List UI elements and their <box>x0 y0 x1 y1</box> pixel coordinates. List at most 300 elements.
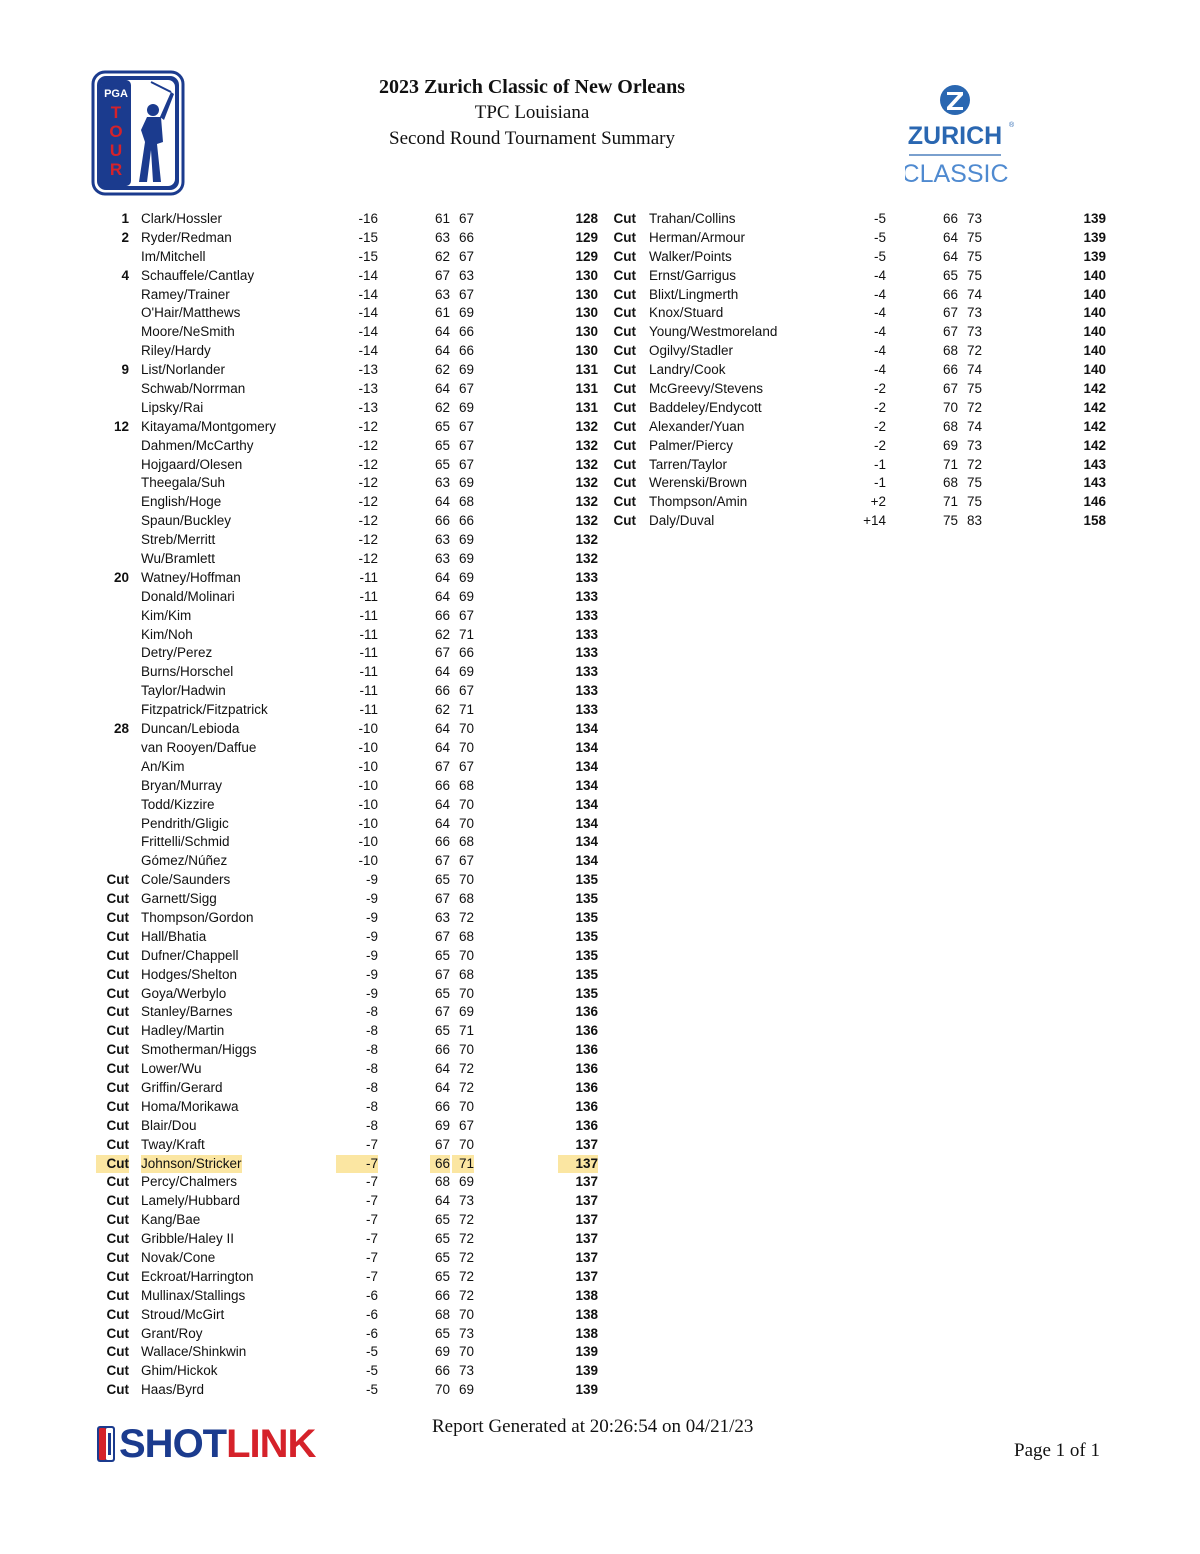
round2-score-cell: 68 <box>458 928 474 944</box>
round1-score-cell: 65 <box>434 947 450 963</box>
round1-score-cell: 67 <box>434 928 450 944</box>
position-cell: Cut <box>106 1268 129 1284</box>
round1-score-cell: 64 <box>434 324 450 340</box>
team-name-cell: Knox/Stuard <box>649 305 724 321</box>
to-par-cell: -10 <box>358 853 378 869</box>
round1-score-cell: 65 <box>434 1231 450 1247</box>
team-name-cell: Palmer/Piercy <box>649 437 734 453</box>
to-par-cell: -9 <box>365 928 378 944</box>
team-name-cell: Cole/Saunders <box>141 872 231 888</box>
leaderboard-row <box>604 210 1116 229</box>
leaderboard-row <box>96 928 608 947</box>
total-score-cell: 136 <box>575 1079 598 1095</box>
round2-score-cell: 70 <box>458 1344 474 1360</box>
total-score-cell: 133 <box>575 683 598 699</box>
round2-score-cell: 69 <box>458 1382 474 1398</box>
round1-score-cell: 64 <box>434 721 450 737</box>
to-par-cell: -10 <box>358 796 378 812</box>
round2-score-cell: 73 <box>458 1325 474 1341</box>
position-cell: Cut <box>106 872 129 888</box>
round1-score-cell: 64 <box>434 381 450 397</box>
total-score-cell: 139 <box>575 1363 598 1379</box>
total-score-cell: 139 <box>1083 211 1106 226</box>
leaderboard-row <box>96 1325 608 1344</box>
venue-name: TPC Louisiana <box>474 102 590 123</box>
to-par-cell: -7 <box>365 1231 378 1247</box>
round1-score-cell: 67 <box>434 1136 450 1152</box>
round2-score-cell: 67 <box>458 248 474 264</box>
round1-score-cell: 64 <box>942 229 958 245</box>
position-cell: Cut <box>106 1325 129 1341</box>
round2-score-cell: 75 <box>966 267 982 283</box>
to-par-cell: -1 <box>873 475 886 491</box>
team-name-cell: An/Kim <box>141 758 185 774</box>
to-par-cell: -5 <box>873 211 886 226</box>
leaderboard-row <box>96 947 608 966</box>
round1-score-cell: 64 <box>434 664 450 680</box>
leaderboard-row <box>96 833 608 852</box>
round1-score-cell: 66 <box>942 211 958 226</box>
position-cell: Cut <box>613 305 636 321</box>
round1-score-cell: 64 <box>434 796 450 812</box>
total-score-cell: 137 <box>575 1268 598 1284</box>
leaderboard-row <box>604 380 1116 399</box>
total-score-cell: 135 <box>575 947 598 963</box>
to-par-cell: -7 <box>365 1136 378 1152</box>
leaderboard-row <box>96 323 608 342</box>
leaderboard-row <box>96 210 608 229</box>
to-par-cell: -12 <box>358 418 378 434</box>
team-name-cell: Ghim/Hickok <box>141 1363 218 1379</box>
leaderboard-row <box>604 493 1116 512</box>
total-score-cell: 136 <box>575 1004 598 1020</box>
to-par-cell: -11 <box>359 683 378 699</box>
total-score-cell: 137 <box>575 1174 598 1190</box>
team-name-cell: Garnett/Sigg <box>141 891 217 907</box>
zurich-logo-text-2: CLASSIC <box>905 160 1009 188</box>
leaderboard-row <box>96 474 608 493</box>
position-cell: Cut <box>106 891 129 907</box>
total-score-cell: 137 <box>575 1231 598 1247</box>
leaderboard-row <box>604 267 1116 286</box>
round2-score-cell: 68 <box>458 966 474 982</box>
total-score-cell: 137 <box>575 1212 598 1228</box>
to-par-cell: -5 <box>365 1363 378 1379</box>
round1-score-cell: 70 <box>434 1382 450 1398</box>
total-score-cell: 134 <box>575 853 598 869</box>
round2-score-cell: 69 <box>458 569 474 585</box>
total-score-cell: 131 <box>575 399 598 415</box>
round2-score-cell: 73 <box>966 324 982 340</box>
round2-score-cell: 71 <box>452 1155 474 1174</box>
leaderboard-row <box>96 512 608 531</box>
team-name-cell: Donald/Molinari <box>141 588 235 604</box>
to-par-cell: +14 <box>863 513 886 529</box>
to-par-cell: -12 <box>358 437 378 453</box>
round2-score-cell: 71 <box>458 1023 474 1039</box>
round1-score-cell: 65 <box>434 456 450 472</box>
position-cell: Cut <box>106 1174 129 1190</box>
round2-score-cell: 71 <box>458 702 474 718</box>
to-par-cell: -11 <box>359 664 378 680</box>
round2-score-cell: 74 <box>966 362 982 378</box>
round1-score-cell: 64 <box>942 248 958 264</box>
team-name-cell: Ernst/Garrigus <box>649 267 737 283</box>
total-score-cell: 133 <box>575 664 598 680</box>
total-score-cell: 140 <box>1083 324 1106 340</box>
round1-score-cell: 66 <box>434 834 450 850</box>
leaderboard-row <box>604 418 1116 437</box>
team-name-cell: Tarren/Taylor <box>649 456 728 472</box>
round1-score-cell: 71 <box>942 456 958 472</box>
svg-text:®: ® <box>1009 122 1015 129</box>
shotlink-logo <box>96 1422 315 1466</box>
leaderboard-row <box>96 1268 608 1287</box>
round2-score-cell: 67 <box>458 437 474 453</box>
round1-score-cell: 63 <box>434 532 450 548</box>
round2-score-cell: 67 <box>458 211 474 226</box>
total-score-cell: 136 <box>575 1117 598 1133</box>
round2-score-cell: 72 <box>458 1079 474 1095</box>
round1-score-cell: 63 <box>434 551 450 567</box>
total-score-cell: 136 <box>575 1061 598 1077</box>
to-par-cell: -9 <box>365 966 378 982</box>
total-score-cell: 140 <box>1083 286 1106 302</box>
round1-score-cell: 67 <box>434 966 450 982</box>
total-score-cell: 133 <box>575 626 598 642</box>
report-subtitle: Second Round Tournament Summary <box>389 128 675 149</box>
to-par-cell: -14 <box>358 343 378 359</box>
leaderboard-row <box>96 1060 608 1079</box>
round1-score-cell: 68 <box>434 1174 450 1190</box>
to-par-cell: -14 <box>358 267 378 283</box>
round2-score-cell: 69 <box>458 664 474 680</box>
position-cell: Cut <box>106 947 129 963</box>
to-par-cell: -5 <box>873 248 886 264</box>
leaderboard-row <box>96 531 608 550</box>
round1-score-cell: 64 <box>434 1193 450 1209</box>
total-score-cell: 140 <box>1083 362 1106 378</box>
round2-score-cell: 70 <box>458 796 474 812</box>
to-par-cell: -12 <box>358 551 378 567</box>
to-par-cell: -15 <box>358 229 378 245</box>
to-par-cell: -6 <box>365 1325 378 1341</box>
round1-score-cell: 63 <box>434 229 450 245</box>
to-par-cell: -8 <box>365 1042 378 1058</box>
leaderboard-row <box>96 1173 608 1192</box>
position-cell: Cut <box>106 1042 129 1058</box>
to-par-cell: -7 <box>365 1212 378 1228</box>
leaderboard-row <box>604 342 1116 361</box>
to-par-cell: -12 <box>358 532 378 548</box>
total-score-cell: 139 <box>575 1344 598 1360</box>
team-name-cell: Lower/Wu <box>141 1061 202 1077</box>
round1-score-cell: 62 <box>434 399 450 415</box>
total-score-cell: 137 <box>575 1193 598 1209</box>
position-cell: Cut <box>106 928 129 944</box>
team-name-cell: Ramey/Trainer <box>141 286 230 302</box>
total-score-cell: 139 <box>1083 248 1106 264</box>
leaderboard-row <box>96 852 608 871</box>
round2-score-cell: 69 <box>458 305 474 321</box>
team-name-cell: Ogilvy/Stadler <box>649 343 734 359</box>
round1-score-cell: 68 <box>942 475 958 491</box>
to-par-cell: -5 <box>873 229 886 245</box>
round2-score-cell: 70 <box>458 872 474 888</box>
round2-score-cell: 69 <box>458 475 474 491</box>
position-cell: 20 <box>113 569 129 585</box>
shotlink-text-link: LINK <box>226 1421 316 1466</box>
position-cell: Cut <box>613 229 636 245</box>
to-par-cell: -10 <box>358 815 378 831</box>
to-par-cell: -11 <box>359 702 378 718</box>
total-score-cell: 132 <box>575 456 598 472</box>
position-cell: Cut <box>613 437 636 453</box>
leaderboard-row <box>96 1230 608 1249</box>
total-score-cell: 142 <box>1083 399 1106 415</box>
round1-score-cell: 67 <box>434 891 450 907</box>
round1-score-cell: 67 <box>942 305 958 321</box>
team-name-cell: Thompson/Gordon <box>141 909 254 925</box>
total-score-cell: 139 <box>1083 229 1106 245</box>
position-cell: 1 <box>121 211 129 226</box>
team-name-cell: Duncan/Lebioda <box>141 721 240 737</box>
total-score-cell: 129 <box>575 229 598 245</box>
position-cell: Cut <box>613 248 636 264</box>
team-name-cell: Werenski/Brown <box>649 475 748 491</box>
round2-score-cell: 67 <box>458 758 474 774</box>
total-score-cell: 140 <box>1083 343 1106 359</box>
to-par-cell: -1 <box>873 456 886 472</box>
team-name-cell: McGreevy/Stevens <box>649 381 764 397</box>
svg-text:PGA: PGA <box>104 88 128 100</box>
to-par-cell: -2 <box>873 381 886 397</box>
svg-text:U: U <box>109 141 123 160</box>
total-score-cell: 136 <box>575 1042 598 1058</box>
total-score-cell: 146 <box>1083 494 1106 510</box>
to-par-cell: -7 <box>365 1174 378 1190</box>
leaderboard-row <box>96 1098 608 1117</box>
round1-score-cell: 62 <box>434 626 450 642</box>
to-par-cell: -11 <box>359 645 378 661</box>
round1-score-cell: 66 <box>430 1155 450 1174</box>
total-score-cell: 135 <box>575 891 598 907</box>
position-cell: Cut <box>613 513 636 529</box>
round2-score-cell: 68 <box>458 834 474 850</box>
position-cell: Cut <box>613 456 636 472</box>
to-par-cell: -8 <box>365 1061 378 1077</box>
round2-score-cell: 72 <box>458 1268 474 1284</box>
to-par-cell: -4 <box>873 305 886 321</box>
round1-score-cell: 67 <box>434 758 450 774</box>
leaderboard-row <box>96 739 608 758</box>
team-name-cell: Hall/Bhatia <box>141 928 207 944</box>
round2-score-cell: 75 <box>966 229 982 245</box>
position-cell: Cut <box>106 1287 129 1303</box>
team-name-cell: Gribble/Haley II <box>141 1231 235 1247</box>
team-name-cell: Tway/Kraft <box>141 1136 205 1152</box>
to-par-cell: -10 <box>358 739 378 755</box>
leaderboard-row <box>96 456 608 475</box>
to-par-cell: -8 <box>365 1079 378 1095</box>
round2-score-cell: 67 <box>458 683 474 699</box>
position-cell: 12 <box>113 418 129 434</box>
round2-score-cell: 73 <box>966 437 982 453</box>
leaderboard-row <box>604 361 1116 380</box>
total-score-cell: 131 <box>575 362 598 378</box>
to-par-cell: -11 <box>359 607 378 623</box>
leaderboard-row <box>96 229 608 248</box>
round2-score-cell: 73 <box>458 1363 474 1379</box>
total-score-cell: 129 <box>575 248 598 264</box>
team-name-cell: van Rooyen/Daffue <box>141 739 257 755</box>
round2-score-cell: 67 <box>458 418 474 434</box>
leaderboard-row <box>96 758 608 777</box>
to-par-cell: -14 <box>358 324 378 340</box>
to-par-cell: -4 <box>873 286 886 302</box>
svg-text:R: R <box>109 160 123 179</box>
to-par-cell: -6 <box>365 1287 378 1303</box>
position-cell: Cut <box>613 418 636 434</box>
round2-score-cell: 69 <box>458 551 474 567</box>
round2-score-cell: 70 <box>458 985 474 1001</box>
to-par-cell: -11 <box>359 626 378 642</box>
round1-score-cell: 63 <box>434 909 450 925</box>
total-score-cell: 130 <box>575 324 598 340</box>
to-par-cell: -13 <box>358 399 378 415</box>
round1-score-cell: 66 <box>942 286 958 302</box>
round2-score-cell: 72 <box>458 1249 474 1265</box>
round2-score-cell: 69 <box>458 362 474 378</box>
round1-score-cell: 63 <box>434 286 450 302</box>
round2-score-cell: 72 <box>458 1287 474 1303</box>
round2-score-cell: 69 <box>458 588 474 604</box>
shotlink-text-shot: SHOT <box>119 1421 227 1466</box>
leaderboard-row <box>604 229 1116 248</box>
round2-score-cell: 72 <box>458 1061 474 1077</box>
leaderboard-row <box>96 871 608 890</box>
position-cell: Cut <box>613 286 636 302</box>
leaderboard-row <box>604 474 1116 493</box>
team-name-cell: Hojgaard/Olesen <box>141 456 243 472</box>
round2-score-cell: 75 <box>966 494 982 510</box>
round2-score-cell: 72 <box>458 1212 474 1228</box>
to-par-cell: -10 <box>358 777 378 793</box>
round2-score-cell: 72 <box>458 1231 474 1247</box>
total-score-cell: 138 <box>575 1325 598 1341</box>
leaderboard-row <box>604 286 1116 305</box>
to-par-cell: -7 <box>365 1193 378 1209</box>
to-par-cell: -12 <box>358 494 378 510</box>
total-score-cell: 131 <box>575 381 598 397</box>
total-score-cell: 134 <box>575 796 598 812</box>
team-name-cell: English/Hoge <box>141 494 222 510</box>
leaderboard-row <box>96 361 608 380</box>
round1-score-cell: 66 <box>434 1363 450 1379</box>
total-score-cell: 130 <box>575 286 598 302</box>
to-par-cell: -10 <box>358 758 378 774</box>
to-par-cell: -9 <box>365 909 378 925</box>
position-cell: Cut <box>613 211 636 226</box>
total-score-cell: 140 <box>1083 305 1106 321</box>
total-score-cell: 137 <box>575 1136 598 1152</box>
team-name-cell: Kitayama/Montgomery <box>141 418 277 434</box>
round2-score-cell: 63 <box>458 267 474 283</box>
round2-score-cell: 67 <box>458 1117 474 1133</box>
leaderboard-row <box>96 1155 608 1174</box>
round1-score-cell: 66 <box>434 1287 450 1303</box>
to-par-cell: -4 <box>873 324 886 340</box>
round2-score-cell: 72 <box>966 456 982 472</box>
position-cell: Cut <box>106 1117 129 1133</box>
team-name-cell: Spaun/Buckley <box>141 513 232 529</box>
round1-score-cell: 69 <box>434 1117 450 1133</box>
team-name-cell: Detry/Perez <box>141 645 213 661</box>
leaderboard-row <box>96 1211 608 1230</box>
round1-score-cell: 63 <box>434 475 450 491</box>
team-name-cell: Herman/Armour <box>649 229 746 245</box>
round1-score-cell: 66 <box>434 1098 450 1114</box>
position-cell: Cut <box>106 966 129 982</box>
leaderboard-row <box>96 1192 608 1211</box>
team-name-cell: Schauffele/Cantlay <box>141 267 255 283</box>
team-name-cell: Landry/Cook <box>649 362 726 378</box>
leaderboard-row <box>604 512 1116 531</box>
round2-score-cell: 73 <box>966 305 982 321</box>
team-name-cell: Stanley/Barnes <box>141 1004 233 1020</box>
team-name-cell: Baddeley/Endycott <box>649 399 762 415</box>
round1-score-cell: 64 <box>434 494 450 510</box>
round1-score-cell: 65 <box>942 267 958 283</box>
leaderboard-row <box>96 1306 608 1325</box>
total-score-cell: 135 <box>575 966 598 982</box>
total-score-cell: 158 <box>1083 513 1106 529</box>
team-name-cell: Young/Westmoreland <box>649 324 778 340</box>
round2-score-cell: 71 <box>458 626 474 642</box>
to-par-cell: -8 <box>365 1117 378 1133</box>
to-par-cell: -13 <box>358 381 378 397</box>
leaderboard-row <box>96 815 608 834</box>
to-par-cell: -12 <box>358 475 378 491</box>
round1-score-cell: 67 <box>434 853 450 869</box>
tournament-title: 2023 Zurich Classic of New Orleans <box>378 76 686 98</box>
total-score-cell: 143 <box>1083 475 1106 491</box>
total-score-cell: 140 <box>1083 267 1106 283</box>
leaderboard-row <box>96 796 608 815</box>
total-score-cell: 132 <box>575 437 598 453</box>
leaderboard-row <box>96 267 608 286</box>
to-par-cell: -12 <box>358 456 378 472</box>
round2-score-cell: 69 <box>458 399 474 415</box>
to-par-cell: -9 <box>365 985 378 1001</box>
team-name-cell: Haas/Byrd <box>141 1382 205 1398</box>
team-name-cell: Thompson/Amin <box>649 494 748 510</box>
team-name-cell: Blair/Dou <box>141 1117 197 1133</box>
to-par-cell: -8 <box>365 1004 378 1020</box>
total-score-cell: 142 <box>1083 381 1106 397</box>
round1-score-cell: 61 <box>434 211 450 226</box>
round1-score-cell: 67 <box>434 267 450 283</box>
team-name-cell: Bryan/Murray <box>141 777 223 793</box>
position-cell: Cut <box>106 1363 129 1379</box>
team-name-cell: Trahan/Collins <box>649 211 736 226</box>
total-score-cell: 128 <box>575 211 598 226</box>
team-name-cell: Ryder/Redman <box>141 229 232 245</box>
leaderboard-row <box>96 607 608 626</box>
round2-score-cell: 68 <box>458 494 474 510</box>
round1-score-cell: 66 <box>434 683 450 699</box>
leaderboard-row <box>96 682 608 701</box>
